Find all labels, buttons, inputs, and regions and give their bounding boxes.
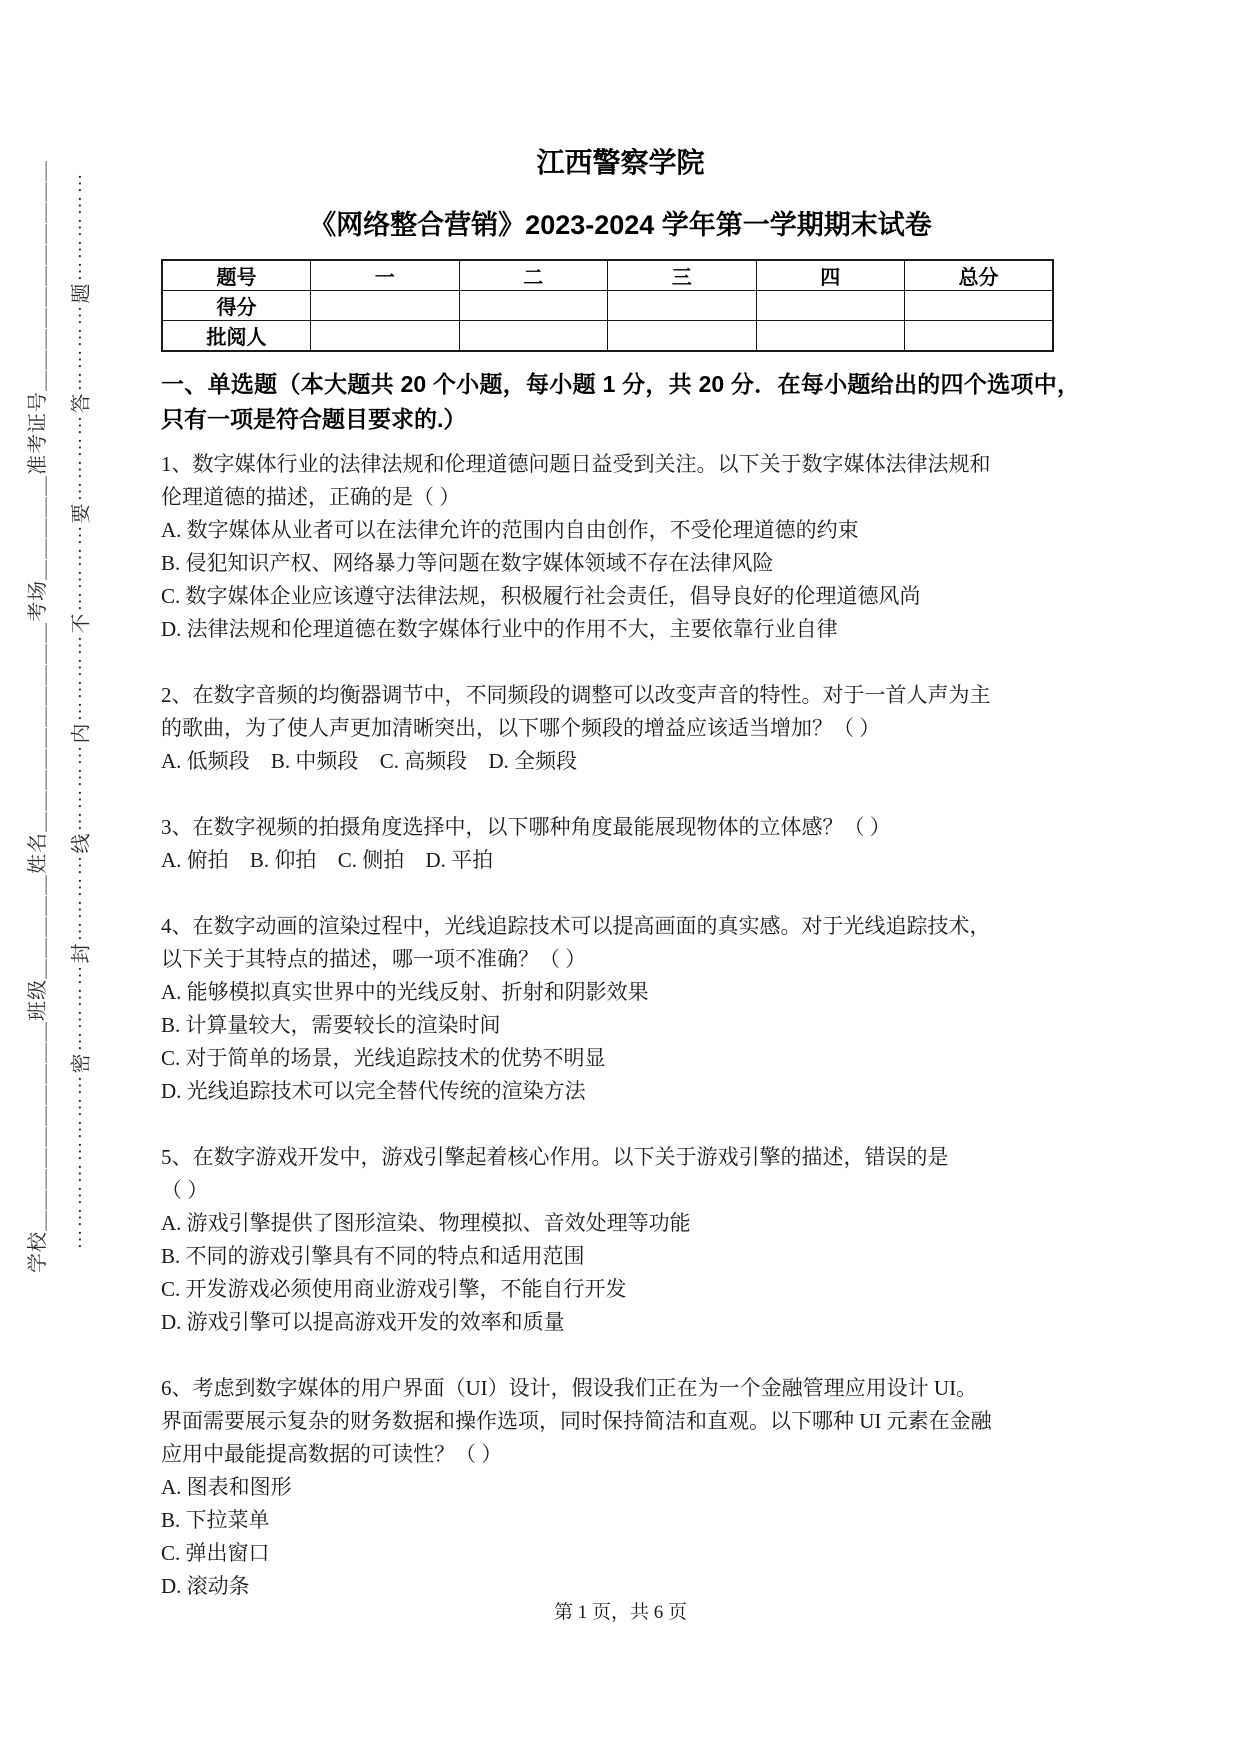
question-2 bbox=[161, 679, 1080, 778]
option-a: A. 数字媒体从业者可以在法律允许的范围内自由创作，不受伦理道德的约束 bbox=[161, 518, 859, 542]
question-5 bbox=[161, 1141, 1080, 1339]
question-stem: 伦理道德的描述，正确的是（ ） bbox=[161, 485, 461, 509]
question-stem: 界面需要展示复杂的财务数据和操作选项，同时保持简洁和直观。以下哪种 UI 元素在金融 bbox=[161, 1409, 992, 1433]
question-4 bbox=[161, 910, 1080, 1108]
option-c: C. 开发游戏必须使用商业游戏引擎，不能自行开发 bbox=[161, 1277, 627, 1301]
option-d: D. 游戏引擎可以提高游戏开发的效率和质量 bbox=[161, 1310, 565, 1334]
question-stem: （ ） bbox=[161, 1178, 209, 1202]
question-stem: 1、数字媒体行业的法律法规和伦理道德问题日益受到关注。以下关于数字媒体法律法规和 bbox=[161, 452, 991, 476]
option-d: D. 法律法规和伦理道德在数字媒体行业中的作用不大，主要依靠行业自律 bbox=[161, 617, 838, 641]
question-stem: 3、在数字视频的拍摄角度选择中，以下哪种角度最能展现物体的立体感？（ ） bbox=[161, 815, 891, 839]
score-table-header-cell: 四 bbox=[756, 260, 905, 291]
score-row-label: 得分 bbox=[162, 291, 311, 321]
option-c: C. 弹出窗口 bbox=[161, 1541, 270, 1565]
options-inline bbox=[161, 745, 1080, 778]
student-info-fields: 学校＿＿＿＿＿＿＿＿＿＿班级＿＿＿＿＿姓名＿＿＿＿＿＿＿＿＿＿考场＿＿＿＿＿准考证号＿＿＿＿＿＿＿＿＿＿＿ bbox=[27, 160, 49, 1273]
score-cell-empty bbox=[311, 321, 460, 352]
score-cell-empty bbox=[905, 291, 1054, 321]
option-c: C. 对于简单的场景，光线追踪技术的优势不明显 bbox=[161, 1046, 606, 1070]
option-b: B. 不同的游戏引擎具有不同的特点和适用范围 bbox=[161, 1244, 585, 1268]
score-table bbox=[161, 259, 1054, 352]
score-table-header-row bbox=[162, 260, 1053, 291]
option-c: C. 数字媒体企业应该遵守法律法规，积极履行社会责任，倡导良好的伦理道德风尚 bbox=[161, 584, 921, 608]
score-row bbox=[162, 291, 1053, 321]
school-title: 江西警察学院 bbox=[536, 147, 705, 178]
score-cell-empty bbox=[756, 291, 905, 321]
score-table-header-cell: 题号 bbox=[162, 260, 311, 291]
option-b: B. 侵犯知识产权、网络暴力等问题在数字媒体领域不存在法律风险 bbox=[161, 551, 774, 575]
question-stem: 6、考虑到数字媒体的用户界面（UI）设计，假设我们正在为一个金融管理应用设计 UI。 bbox=[161, 1376, 978, 1400]
page-number: 第 1 页，共 6 页 bbox=[553, 1602, 687, 1623]
score-table-header-cell: 二 bbox=[459, 260, 608, 291]
score-cell-empty bbox=[459, 321, 608, 352]
score-cell-empty bbox=[311, 291, 460, 321]
question-stem: 4、在数字动画的渲染过程中，光线追踪技术可以提高画面的真实感。对于光线追踪技术， bbox=[161, 914, 991, 938]
question-stem: 以下关于其特点的描述，哪一项不准确？（ ） bbox=[161, 947, 587, 971]
question-stem: 的歌曲，为了使人声更加清晰突出，以下哪个频段的增益应该适当增加？（ ） bbox=[161, 716, 881, 740]
option-b: B. 下拉菜单 bbox=[161, 1508, 270, 1532]
option-c: C. 高频段 bbox=[379, 749, 468, 773]
option-d: D. 光线追踪技术可以完全替代传统的渲染方法 bbox=[161, 1079, 586, 1103]
score-table-header-cell: 总分 bbox=[905, 260, 1054, 291]
option-d: D. 全频段 bbox=[488, 749, 578, 773]
option-a: A. 俯拍 bbox=[161, 848, 229, 872]
exam-title: 《网络整合营销》2023-2024 学年第一学期期末试卷 bbox=[309, 210, 932, 240]
option-b: B. 中频段 bbox=[270, 749, 359, 773]
score-cell-empty bbox=[608, 291, 757, 321]
seal-line: ⋯⋯⋯⋯⋯⋯⋯⋯密⋯⋯⋯⋯封⋯⋯⋯⋯线⋯⋯⋯⋯内⋯⋯⋯⋯不⋯⋯⋯⋯要⋯⋯⋯⋯答⋯⋯⋯⋯题⋯⋯⋯⋯⋯ bbox=[70, 171, 93, 1250]
option-d: D. 滚动条 bbox=[161, 1574, 250, 1598]
score-table-header-cell: 一 bbox=[311, 260, 460, 291]
score-cell-empty bbox=[608, 321, 757, 352]
score-cell-empty bbox=[459, 291, 608, 321]
question-6 bbox=[161, 1372, 1080, 1603]
option-b: B. 计算量较大，需要较长的渲染时间 bbox=[161, 1013, 501, 1037]
question-stem: 5、在数字游戏开发中，游戏引擎起着核心作用。以下关于游戏引擎的描述，错误的是 bbox=[161, 1145, 949, 1169]
option-a: A. 能够模拟真实世界中的光线反射、折射和阴影效果 bbox=[161, 980, 649, 1004]
option-c: C. 侧拍 bbox=[337, 848, 405, 872]
options-inline bbox=[161, 844, 1080, 877]
score-cell-empty bbox=[905, 321, 1054, 352]
option-a: A. 游戏引擎提供了图形渲染、物理模拟、音效处理等功能 bbox=[161, 1211, 691, 1235]
section-heading: 一、单选题（本大题共 20 个小题，每小题 1 分，共 20 分．在每小题给出的四个选项中，只有一项是符合题目要求的.） bbox=[161, 371, 1080, 432]
exam-content bbox=[161, 146, 1080, 1603]
question-1 bbox=[161, 448, 1080, 646]
option-a: A. 图表和图形 bbox=[161, 1475, 292, 1499]
question-3 bbox=[161, 811, 1080, 877]
option-d: D. 平拍 bbox=[425, 848, 494, 872]
option-b: B. 仰拍 bbox=[249, 848, 317, 872]
reviewer-row-label: 批阅人 bbox=[162, 321, 311, 352]
score-table-header-cell: 三 bbox=[608, 260, 757, 291]
score-cell-empty bbox=[756, 321, 905, 352]
question-stem: 应用中最能提高数据的可读性？（ ） bbox=[161, 1442, 503, 1466]
question-stem: 2、在数字音频的均衡器调节中，不同频段的调整可以改变声音的特性。对于一首人声为主 bbox=[161, 683, 991, 707]
option-a: A. 低频段 bbox=[161, 749, 250, 773]
reviewer-row bbox=[162, 321, 1053, 352]
